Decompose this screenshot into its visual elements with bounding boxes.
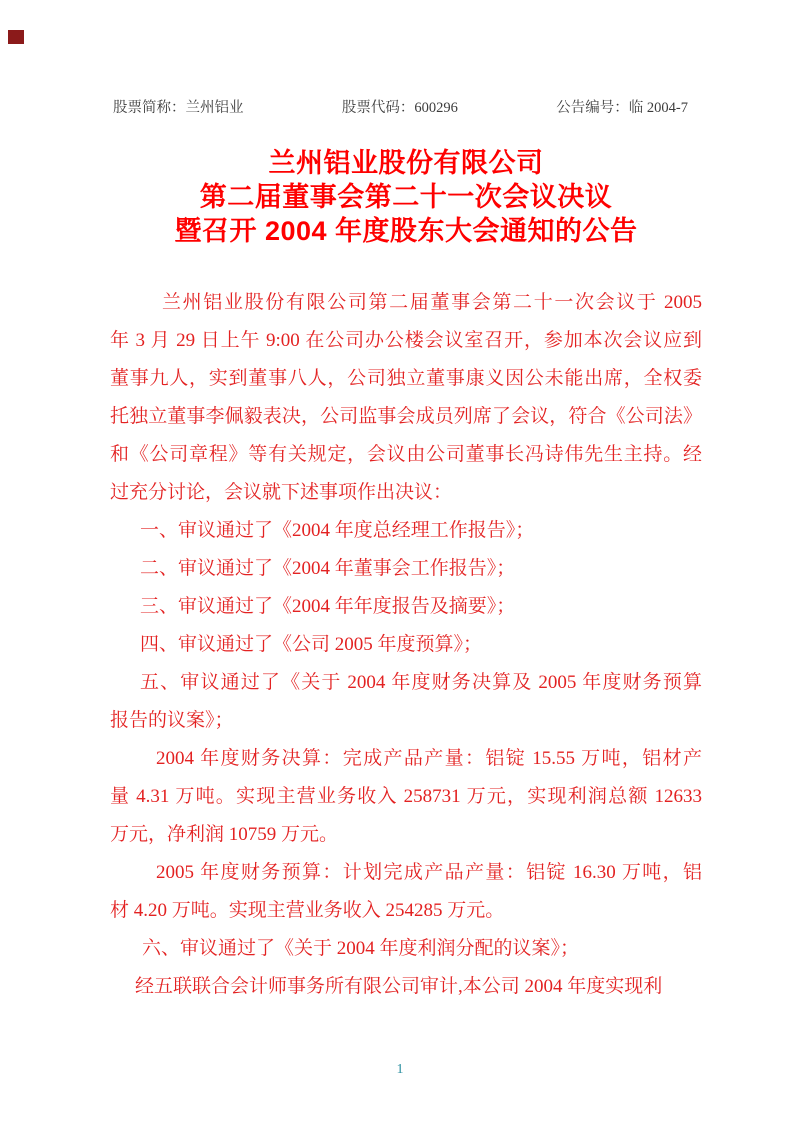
page-number: 1 <box>396 1062 404 1077</box>
intro-paragraph-line: 托独立董事李佩毅表决，公司监事会成员列席了会议，符合《公司法》 <box>110 406 702 427</box>
title-line: 第二届董事会第二十一次会议决议 <box>199 182 613 212</box>
title-line: 暨召开 2004 年度股东大会通知的公告 <box>174 216 638 246</box>
resolution-item-5-line: 报告的议案》； <box>110 710 234 731</box>
stock-short-name: 股票简称：兰州铝业 <box>113 100 244 116</box>
resolution-item-1-line: 一、审议通过了《2004 年度总经理工作报告》； <box>140 520 535 541</box>
document-meta-row <box>113 100 688 116</box>
intro-paragraph-line: 兰州铝业股份有限公司第二届董事会第二十一次会议于 2005 <box>162 292 702 313</box>
stock-code: 股票代码：600296 <box>341 100 458 116</box>
final-accounts-2004-paragraph-line: 量 4.31 万吨。实现主营业务收入 258731 万元，实现利润总额 12633 <box>110 786 702 807</box>
resolution-item-2-line: 二、审议通过了《2004 年董事会工作报告》； <box>140 558 516 579</box>
budget-2005-paragraph-line: 2005 年度财务预算：计划完成产品产量：铝锭 16.30 万吨，铝 <box>156 862 702 883</box>
intro-paragraph-line: 董事九人，实到董事八人，公司独立董事康义因公未能出席，全权委 <box>110 368 702 389</box>
resolution-item-3-line: 三、审议通过了《2004 年年度报告及摘要》； <box>140 596 516 617</box>
final-accounts-2004-paragraph-line: 2004 年度财务决算：完成产品产量：铝锭 15.55 万吨，铝材产 <box>156 748 702 769</box>
resolution-item-5-line: 五、审议通过了《关于 2004 年度财务决算及 2005 年度财务预算 <box>140 672 702 693</box>
intro-paragraph-line: 年 3 月 29 日上午 9:00 在公司办公楼会议室召开，参加本次会议应到 <box>110 330 702 351</box>
intro-paragraph-line: 过充分讨论，会议就下述事项作出决议： <box>110 482 453 503</box>
announcement-number: 公告编号：临 2004-7 <box>556 100 688 116</box>
intro-paragraph-line: 和《公司章程》等有关规定，会议由公司董事长冯诗伟先生主持。经 <box>110 444 702 465</box>
corner-mark <box>8 30 24 44</box>
resolution-item-6-line: 六、审议通过了《关于 2004 年度利润分配的议案》； <box>142 938 580 959</box>
resolution-item-4-line: 四、审议通过了《公司 2005 年度预算》； <box>140 634 483 655</box>
document-title <box>110 146 702 248</box>
title-line: 兰州铝业股份有限公司 <box>268 148 544 178</box>
audit-paragraph-line: 经五联联合会计师事务所有限公司审计,本公司 2004 年度实现利 <box>135 976 663 997</box>
final-accounts-2004-paragraph-line: 万元，净利润 10759 万元。 <box>110 824 339 845</box>
budget-2005-paragraph-line: 材 4.20 万吨。实现主营业务收入 254285 万元。 <box>110 900 505 921</box>
document-body <box>110 284 702 1006</box>
